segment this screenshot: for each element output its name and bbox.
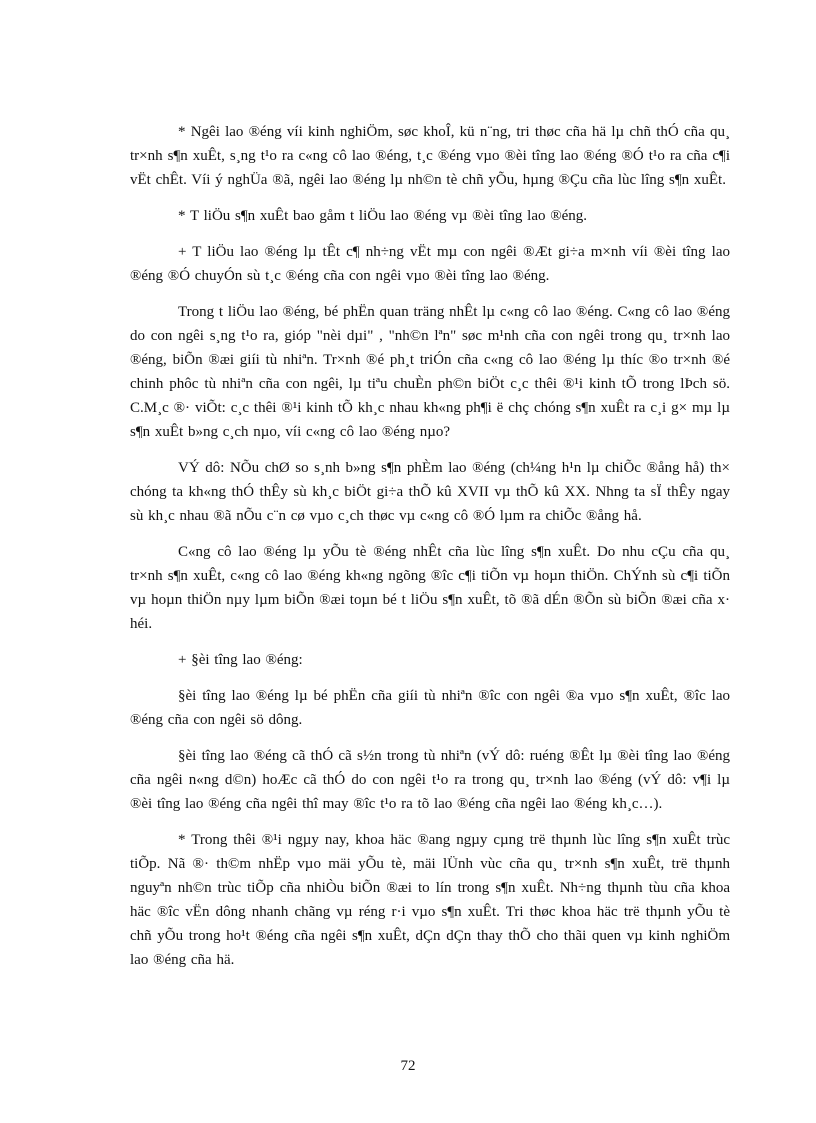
paragraph-example-clock: VÝ dô: NÕu chØ so s¸nh b»ng s¶n phÈm lao ®éng (ch¼ng h¹n lµ chiÕc ®ång hå) th× chóng ta kh«ng thÓ thÊy sù kh¸c biÖt gi÷a thÕ kû XVII vµ thÕ kû XX. Nhng ta sÏ thÊy ngay sù kh¸c nhau ®ã nÕu c¨n cø vµo c¸ch thøc vµ c«ng cô ®Ó lµm ra chiÕc ®ång hå. — [130, 460, 730, 524]
paragraph-tools-dynamic: C«ng cô lao ®éng lµ yÕu tè ®éng nhÊt cña lùc lîng s¶n xuÊt. Do nhu cÇu cña qu¸ tr×nh s¶n xuÊt, c«ng cô lao ®éng kh«ng ngõng ®îc c¶i tiÕn vµ hoµn thiÖn. ChÝnh sù c¶i tiÕn vµ hoµn thiÖn nµy lµm biÕn ®æi toµn bé t liÖu s¶n xuÊt, tõ ®ã dÉn ®Õn sù biÕn ®æi cña x· héi. — [130, 544, 730, 632]
paragraph-labor-worker: * Ngêi lao ®éng víi kinh nghiÖm, søc khoÎ, kü n¨ng, tri thøc cña hä lµ chñ thÓ cña qu¸ tr×nh s¶n xuÊt, s¸ng t¹o ra c«ng cô lao ®éng, t¸c ®éng vµo ®èi tîng lao ®éng ®Ó t¹o ra cña c¶i vËt chÊt. Víi ý nghÜa ®ã, ngêi lao ®éng lµ nh©n tè chñ yÕu, hµng ®Çu cña lùc lîng s¶n xuÊt. — [130, 124, 730, 188]
paragraph-instruments-of-labor: + T liÖu lao ®éng lµ tÊt c¶ nh÷ng vËt mµ con ngêi ®Æt gi÷a m×nh víi ®èi tîng lao ®éng ®Ó chuyÓn sù t¸c ®éng cña con ngêi vµo ®èi tîng lao ®éng. — [130, 244, 730, 284]
paragraph-labor-tools: Trong t liÖu lao ®éng, bé phËn quan träng nhÊt lµ c«ng cô lao ®éng. C«ng cô lao ®éng do con ngêi s¸ng t¹o ra, gióp "nèi dµi" , "nh©n lªn" søc m¹nh cña con ngêi trong qu¸ tr×nh lao ®éng, biÕn ®æi giíi tù nhiªn. Tr×nh ®é ph¸t triÓn cña c«ng cô lao ®éng lµ thíc ®o tr×nh ®é chinh phôc tù nhiªn cña con ngêi, lµ tiªu chuÈn ph©n biÖt c¸c thêi ®¹i kinh tÕ trong lÞch sö. C.M¸c ®· viÕt: c¸c thêi ®¹i kinh tÕ kh¸c nhau kh«ng ph¶i ë chç chóng s¶n xuÊt ra c¸i g× mµ lµ s¶n xuÊt b»ng c¸ch nµo, víi c«ng cô lao ®éng nµo? — [130, 304, 730, 440]
page-number: 72 — [400, 1058, 416, 1074]
paragraph-object-examples: §èi tîng lao ®éng cã thÓ cã s½n trong tù nhiªn (vÝ dô: ruéng ®Êt lµ ®èi tîng lao ®éng cña ngêi n«ng d©n) hoÆc cã thÓ do con ngêi t¹o ra trong qu¸ tr×nh lao ®éng (vÝ dô: v¶i lµ ®èi tîng lao ®éng cña ngêi thî may ®îc t¹o ra tõ lao ®éng cña ngêi lao ®éng kh¸c…). — [130, 748, 730, 812]
paragraph-science-production: * Trong thêi ®¹i ngµy nay, khoa häc ®ang ngµy cµng trë thµnh lùc lîng s¶n xuÊt trùc tiÕp. Nã ®· th©m nhËp vµo mäi yÕu tè, mäi lÜnh vùc cña qu¸ tr×nh s¶n xuÊt, trë thµnh nguyªn nh©n trùc tiÕp cña nhiÒu biÕn ®æi to lín trong s¶n xuÊt. Nh÷ng thµnh tùu cña khoa häc ®îc vËn dông nhanh chãng vµ réng r·i vµo s¶n xuÊt. Tri thøc khoa häc trë thµnh yÕu tè chñ yÕu trong ho¹t ®éng cña ngêi s¶n xuÊt, dÇn dÇn thay thÕ cho thãi quen vµ kinh nghiÖm lao ®éng cña hä. — [130, 832, 730, 968]
paragraph-means-of-production: * T liÖu s¶n xuÊt bao gåm t liÖu lao ®éng vµ ®èi tîng lao ®éng. — [178, 208, 588, 224]
paragraph-object-heading: + §èi tîng lao ®éng: — [178, 652, 303, 668]
document-body — [130, 120, 730, 984]
paragraph-object-definition: §èi tîng lao ®éng lµ bé phËn cña giíi tù nhiªn ®îc con ngêi ®a vµo s¶n xuÊt, ®îc lao ®éng cña con ngêi sö dông. — [130, 688, 730, 728]
